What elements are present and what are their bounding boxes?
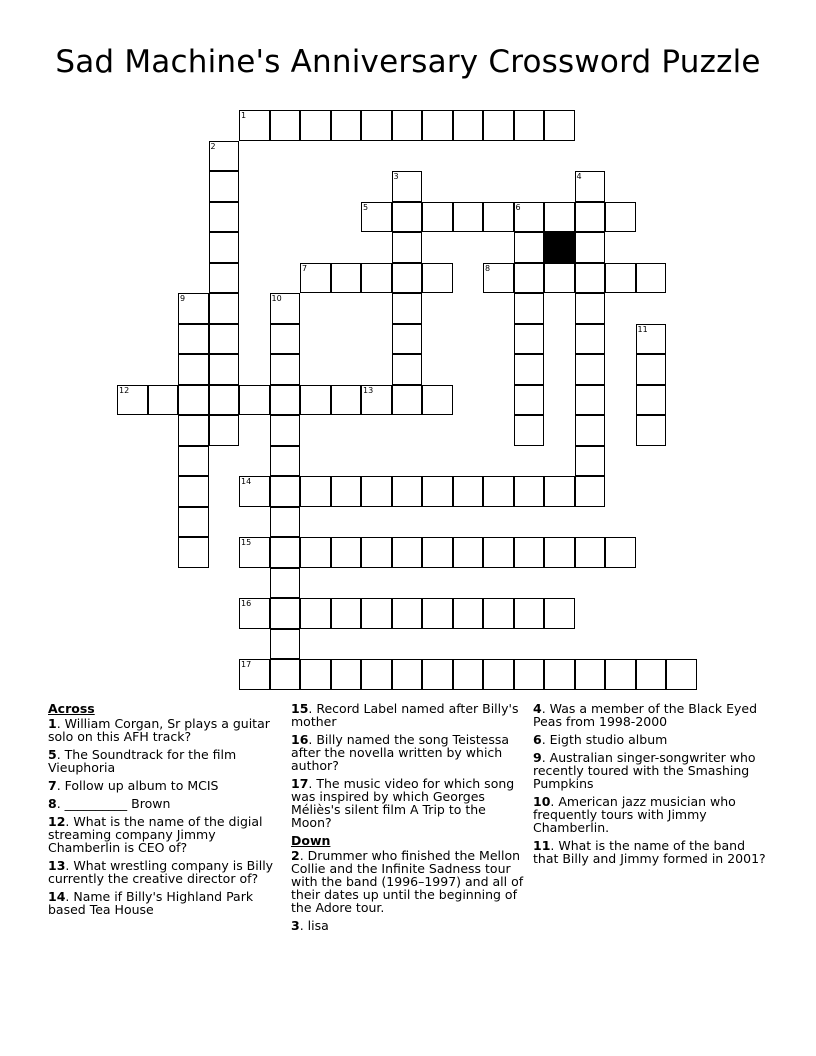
grid-cell[interactable] [178, 537, 209, 568]
clue-across-7: 7. Follow up album to MCIS [48, 778, 219, 793]
grid-cell[interactable] [422, 202, 453, 233]
grid-cell[interactable] [544, 202, 575, 233]
grid-cell[interactable] [361, 476, 392, 507]
clue-number: 5 [363, 202, 369, 212]
grid-cell[interactable] [544, 110, 575, 141]
grid-cell[interactable] [544, 476, 575, 507]
grid-cell[interactable] [575, 232, 606, 263]
grid-cell[interactable] [575, 659, 606, 690]
grid-cell[interactable] [514, 324, 545, 355]
grid-cell[interactable] [514, 659, 545, 690]
grid-cell[interactable] [331, 263, 362, 294]
grid-cell[interactable] [270, 476, 301, 507]
grid-cell[interactable] [270, 507, 301, 538]
down-heading: Down [291, 833, 331, 848]
grid-cell[interactable] [300, 110, 331, 141]
grid-cell[interactable] [239, 659, 270, 690]
grid-cell[interactable] [575, 293, 606, 324]
grid-cell[interactable] [361, 537, 392, 568]
grid-cell[interactable] [605, 263, 636, 294]
grid-cell[interactable] [575, 385, 606, 416]
clue-number: 1 [241, 111, 247, 120]
grid-cell[interactable] [422, 385, 453, 416]
grid-cell[interactable] [514, 598, 545, 629]
grid-cell[interactable] [300, 659, 331, 690]
clue-number: 11 [637, 324, 648, 334]
clue-number: 9 [180, 294, 186, 303]
page-title: Sad Machine's Anniversary Crossword Puzzle [55, 44, 761, 80]
grid-cell[interactable] [544, 537, 575, 568]
grid-cell[interactable] [270, 354, 301, 385]
grid-cell[interactable] [270, 598, 301, 629]
grid-cell[interactable] [178, 476, 209, 507]
clue-number: 15 [241, 538, 252, 547]
grid-cell[interactable] [300, 385, 331, 416]
grid-cell[interactable] [178, 446, 209, 477]
grid-cell[interactable] [361, 202, 392, 233]
grid-cell[interactable] [392, 598, 423, 629]
grid-cell[interactable] [209, 324, 240, 355]
grid-cell[interactable] [300, 476, 331, 507]
clue-number: 14 [241, 477, 252, 486]
clue-across-5: 5. The Soundtrack for the film Vieuphoria [48, 747, 237, 775]
grid-cell[interactable] [575, 446, 606, 477]
grid-cell[interactable] [483, 202, 514, 233]
grid-cell[interactable] [575, 537, 606, 568]
grid-cell[interactable] [422, 659, 453, 690]
grid-cell[interactable] [514, 385, 545, 416]
clue-down-6: 6. Eigth studio album [533, 732, 668, 747]
grid-cell[interactable] [300, 263, 331, 294]
grid-cell[interactable] [331, 385, 362, 416]
grid-cell[interactable] [270, 446, 301, 477]
grid-cell[interactable] [178, 354, 209, 385]
grid-cell[interactable] [483, 598, 514, 629]
grid-cell[interactable] [239, 476, 270, 507]
grid-cell[interactable] [361, 598, 392, 629]
grid-cell[interactable] [453, 476, 484, 507]
grid-cell[interactable] [392, 110, 423, 141]
grid-cell[interactable] [514, 476, 545, 507]
clue-number: 6 [515, 202, 521, 212]
grid-cell[interactable] [209, 263, 240, 294]
grid-cell[interactable] [178, 385, 209, 416]
grid-cell[interactable] [636, 324, 667, 355]
grid-cell[interactable] [636, 385, 667, 416]
clue-down-2: 2. Drummer who finished the Mellon Collie and the Infinite Sadness tour with the band (1996–1997) and all of their dates up until the beginning of the Adore tour. [291, 848, 524, 915]
grid-cell[interactable] [544, 598, 575, 629]
clue-down-9: 9. Australian singer-songwriter who recently toured with the Smashing Pumpkins [533, 750, 756, 791]
grid-cell[interactable] [331, 537, 362, 568]
grid-cell[interactable] [605, 202, 636, 233]
grid-cell[interactable] [209, 141, 240, 172]
grid-cell[interactable] [392, 354, 423, 385]
grid-cell[interactable] [270, 110, 301, 141]
across-heading: Across [48, 701, 95, 716]
grid-cell[interactable] [209, 171, 240, 202]
grid-cell[interactable] [270, 537, 301, 568]
clue-down-3: 3. lisa [291, 918, 329, 933]
grid-cell[interactable] [514, 537, 545, 568]
clue-across-16: 16. Billy named the song Teistessa after the novella written by which author? [291, 732, 510, 773]
grid-cell[interactable] [270, 385, 301, 416]
clue-number: 8 [485, 263, 491, 273]
grid-cell[interactable] [575, 354, 606, 385]
grid-cell[interactable] [209, 354, 240, 385]
clues-column-2 [291, 702, 525, 937]
grid-cell[interactable] [636, 415, 667, 446]
grid-cell[interactable] [361, 110, 392, 141]
grid-cell[interactable] [209, 232, 240, 263]
grid-cell[interactable] [666, 659, 697, 690]
grid-cell[interactable] [361, 263, 392, 294]
clue-number: 12 [119, 385, 130, 395]
grid-cell[interactable] [117, 385, 148, 416]
clue-number: 17 [241, 660, 252, 669]
clue-number: 4 [576, 172, 582, 181]
grid-cell[interactable] [392, 476, 423, 507]
grid-cell[interactable] [178, 293, 209, 324]
grid-cell[interactable] [331, 598, 362, 629]
grid-cell[interactable] [422, 537, 453, 568]
grid-cell[interactable] [178, 507, 209, 538]
grid-cell[interactable] [270, 659, 301, 690]
grid-cell[interactable] [636, 263, 667, 294]
grid-cell[interactable] [392, 171, 423, 202]
grid-cell[interactable] [514, 110, 545, 141]
grid-cell[interactable] [575, 476, 606, 507]
grid-cell[interactable] [392, 263, 423, 294]
clue-number: 2 [210, 141, 216, 151]
grid-cell[interactable] [270, 568, 301, 599]
clue-across-13: 13. What wrestling company is Billy currently the creative director of? [48, 858, 274, 886]
grid-cell[interactable] [636, 354, 667, 385]
grid-cell[interactable] [544, 263, 575, 294]
grid-cell[interactable] [483, 476, 514, 507]
grid-cell[interactable] [209, 385, 240, 416]
grid-cell[interactable] [392, 659, 423, 690]
grid-cell[interactable] [392, 293, 423, 324]
grid-cell[interactable] [514, 263, 545, 294]
grid-cell[interactable] [331, 110, 362, 141]
grid-cell[interactable] [300, 537, 331, 568]
grid-cell[interactable] [239, 110, 270, 141]
grid-cell[interactable] [331, 659, 362, 690]
grid-cell[interactable] [575, 263, 606, 294]
clue-across-14: 14. Name if Billy's Highland Park based Tea House [48, 889, 254, 917]
grid-cell[interactable] [453, 598, 484, 629]
grid-cell[interactable] [453, 537, 484, 568]
grid-cell[interactable] [483, 110, 514, 141]
grid-cell[interactable] [239, 537, 270, 568]
grid-cell[interactable] [575, 324, 606, 355]
clues-column-1 [48, 702, 284, 921]
clues-column-3 [533, 702, 768, 870]
grid-cell[interactable] [514, 202, 545, 233]
grid-cell[interactable] [422, 263, 453, 294]
clue-across-8: 8. __________ Brown [48, 796, 171, 811]
grid-cell[interactable] [270, 629, 301, 660]
grid-cell[interactable] [239, 598, 270, 629]
grid-cell[interactable] [422, 598, 453, 629]
grid-cell[interactable] [422, 476, 453, 507]
grid-cell[interactable] [453, 110, 484, 141]
clue-down-10: 10. American jazz musician who frequently tours with Jimmy Chamberlin. [533, 794, 736, 835]
grid-cell[interactable] [331, 476, 362, 507]
grid-cell[interactable] [300, 598, 331, 629]
grid-cell[interactable] [209, 202, 240, 233]
grid-cell[interactable] [605, 537, 636, 568]
grid-cell[interactable] [209, 293, 240, 324]
grid-cell[interactable] [636, 659, 667, 690]
grid-cell[interactable] [392, 324, 423, 355]
grid-cell[interactable] [392, 537, 423, 568]
grid-cell[interactable] [575, 202, 606, 233]
grid-cell[interactable] [392, 385, 423, 416]
grid-cell[interactable] [514, 354, 545, 385]
clue-across-1: 1. William Corgan, Sr plays a guitar solo on this AFH track? [48, 716, 270, 744]
grid-cell[interactable] [148, 385, 179, 416]
grid-cell[interactable] [270, 324, 301, 355]
grid-cell[interactable] [514, 415, 545, 446]
grid-cell[interactable] [514, 293, 545, 324]
grid-cell[interactable] [453, 659, 484, 690]
grid-cell[interactable] [270, 293, 301, 324]
clue-number: 3 [393, 172, 399, 181]
clue-across-15: 15. Record Label named after Billy's mother [291, 701, 519, 729]
grid-cell[interactable] [483, 537, 514, 568]
clue-across-17: 17. The music video for which song was inspired by which Georges Méliès's silent film A Trip to the Moon? [291, 776, 515, 830]
grid-cell[interactable] [483, 263, 514, 294]
grid-cell[interactable] [422, 110, 453, 141]
grid-cell[interactable] [575, 415, 606, 446]
grid-cell[interactable] [178, 324, 209, 355]
clue-down-11: 11. What is the name of the band that Billy and Jimmy formed in 2001? [533, 838, 766, 866]
grid-cell[interactable] [392, 232, 423, 263]
clue-number: 13 [363, 385, 374, 395]
grid-cell[interactable] [605, 659, 636, 690]
grid-cell[interactable] [209, 415, 240, 446]
clue-down-4: 4. Was a member of the Black Eyed Peas from 1998-2000 [533, 701, 757, 729]
grid-cell[interactable] [392, 202, 423, 233]
grid-cell[interactable] [361, 659, 392, 690]
grid-cell[interactable] [575, 171, 606, 202]
grid-cell[interactable] [361, 385, 392, 416]
grid-cell[interactable] [544, 659, 575, 690]
clue-number: 10 [271, 294, 282, 303]
grid-cell[interactable] [514, 232, 545, 263]
grid-cell[interactable] [270, 415, 301, 446]
grid-cell[interactable] [239, 385, 270, 416]
grid-cell[interactable] [483, 659, 514, 690]
grid-cell-black [544, 232, 575, 263]
grid-cell[interactable] [453, 202, 484, 233]
clue-number: 7 [302, 263, 308, 273]
clue-across-12: 12. What is the name of the digial streaming company Jimmy Chamberlin is CEO of? [48, 814, 263, 855]
clue-number: 16 [241, 599, 252, 608]
grid-cell[interactable] [178, 415, 209, 446]
